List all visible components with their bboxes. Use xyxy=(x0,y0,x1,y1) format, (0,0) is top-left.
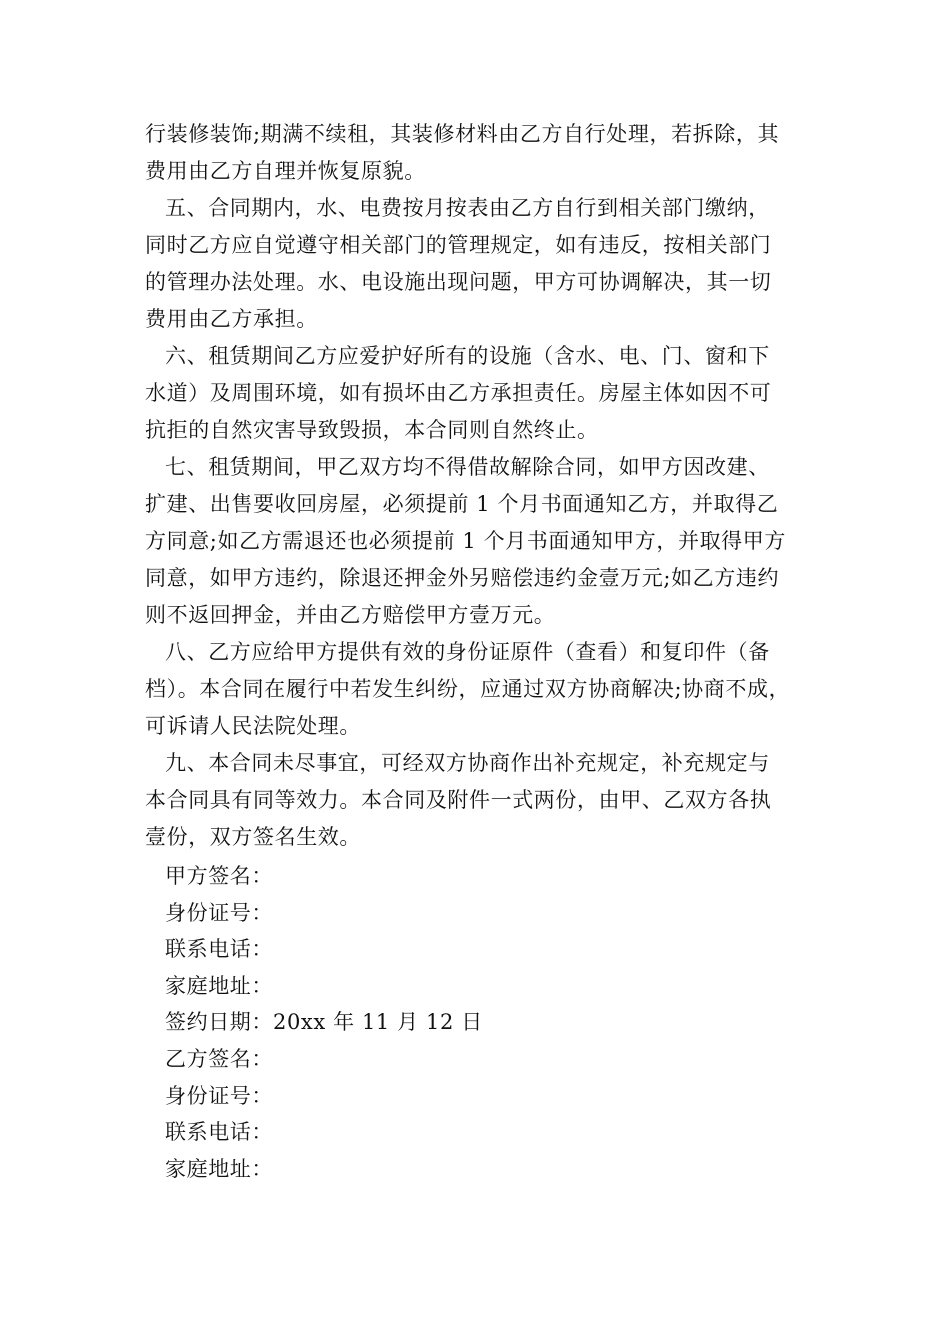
party-b-id-label: 身份证号： xyxy=(165,1083,273,1108)
clause-6-line: 六、租赁期间乙方应爱护好所有的设施（含水、电、门、窗和下 xyxy=(165,344,770,368)
party-a-signature-label: 甲方签名： xyxy=(165,864,273,888)
clause-5-line: 的管理办法处理。水、电设施出现问题，甲方可协调解决，其一切 xyxy=(145,270,772,294)
clause-8-line: 可诉请人民法院处理。 xyxy=(145,714,361,738)
clause-9-line: 壹份，双方签名生效。 xyxy=(145,825,361,849)
party-b-signature-label: 乙方签名： xyxy=(165,1046,273,1071)
text-line: 行装修装饰;期满不续租，其装修材料由乙方自行处理，若拆除，其 xyxy=(145,122,780,146)
signature-block xyxy=(165,858,765,1187)
clause-7-line: 同意，如甲方违约，除退还押金外另赔偿违约金壹万元;如乙方违约 xyxy=(145,566,780,590)
clause-7-line: 扩建、出售要收回房屋，必须提前 1 个月书面通知乙方，并取得乙 xyxy=(145,492,779,516)
clause-5-line: 费用由乙方承担。 xyxy=(145,307,318,331)
party-b-address-label: 家庭地址： xyxy=(165,1156,273,1181)
party-a-address-label: 家庭地址： xyxy=(165,973,273,998)
clause-5-line: 五、合同期内，水、电费按月按表由乙方自行到相关部门缴纳， xyxy=(165,196,770,220)
party-a-phone-label: 联系电话： xyxy=(165,937,273,962)
clause-9-line: 九、本合同未尽事宜，可经双方协商作出补充规定，补充规定与 xyxy=(165,751,770,775)
clause-7-line: 七、租赁期间，甲乙双方均不得借故解除合同，如甲方因改建、 xyxy=(165,455,770,479)
clause-7-line: 方同意;如乙方需退还也必须提前 1 个月书面通知甲方，并取得甲方 xyxy=(145,529,786,553)
clause-7-line: 则不返回押金，并由乙方赔偿甲方壹万元。 xyxy=(145,603,556,627)
clause-5-line: 同时乙方应自觉遵守相关部门的管理规定，如有违反，按相关部门 xyxy=(145,233,772,257)
clause-8-line: 八、乙方应给甲方提供有效的身份证原件（查看）和复印件（备 xyxy=(165,640,770,664)
clause-6-line: 抗拒的自然灾害导致毁损，本合同则自然终止。 xyxy=(145,418,599,442)
clause-9-line: 本合同具有同等效力。本合同及附件一式两份，由甲、乙双方各执 xyxy=(145,788,772,812)
clause-8-line: 档）。本合同在履行中若发生纠纷，应通过双方协商解决;协商不成， xyxy=(145,677,791,701)
contract-clauses xyxy=(145,116,835,856)
party-b-phone-label: 联系电话： xyxy=(165,1120,273,1145)
party-a-id-label: 身份证号： xyxy=(165,900,273,925)
sign-date: 签约日期：20xx 年 11 月 12 日 xyxy=(165,1010,483,1035)
clause-6-line: 水道）及周围环境，如有损坏由乙方承担责任。房屋主体如因不可 xyxy=(145,381,772,405)
text-line: 费用由乙方自理并恢复原貌。 xyxy=(145,159,426,183)
